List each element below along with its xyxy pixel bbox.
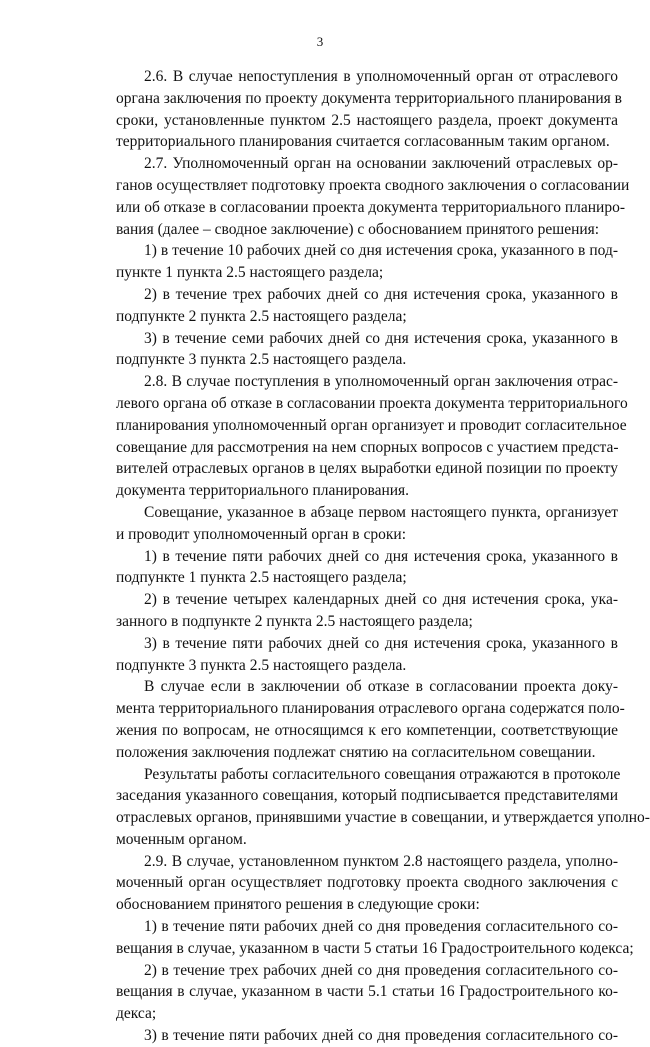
text-line: вещания в случае, указанном в части 5.1 статьи 16 Градостроительного ко- <box>116 983 618 1001</box>
document-text-body <box>116 66 650 1047</box>
text-line: вещания в случае, указанном в части 5 статьи 16 Градостроительного кодекса; <box>116 939 634 957</box>
text-line: подпункте 3 пункта 2.5 настоящего раздела. <box>116 351 407 369</box>
text-line: Результаты работы согласительного совещания отражаются в протоколе <box>144 765 621 783</box>
text-line: моченным органом. <box>116 830 247 848</box>
text-line: подпункте 1 пункта 2.5 настоящего раздела; <box>116 569 407 587</box>
text-line: заседания указанного совещания, который подписывается представителями <box>116 787 618 805</box>
text-line: 2.6. В случае непоступления в уполномоченный орган от отраслевого <box>144 68 618 85</box>
text-line: положения заключения подлежат снятию на согласительном совещании. <box>116 743 596 761</box>
text-line: совещание для рассмотрения на нем спорных вопросов с участием предста- <box>116 438 619 456</box>
text-line: сроки, установленные пунктом 2.5 настоящего раздела, проект документа <box>116 111 618 129</box>
text-line: 3) в течение пяти рабочих дней со дня проведения согласительного со- <box>144 1027 618 1045</box>
text-line: 1) в течение пяти рабочих дней со дня истечения срока, указанного в <box>144 547 618 565</box>
text-line: органа заключения по проекту документа территориального планирования в <box>116 89 622 107</box>
text-line: 2) в течение трех рабочих дней со дня проведения согласительного со- <box>144 961 618 979</box>
text-line: Совещание, указанное в абзаце первом настоящего пункта, организует <box>144 503 618 521</box>
text-line: моченный орган осуществляет подготовку проекта сводного заключения с <box>116 874 618 892</box>
text-line: мента территориального планирования отраслевого органа содержатся поло- <box>116 700 625 718</box>
text-line: документа территориального планирования. <box>116 482 410 500</box>
text-line: 2.9. В случае, установленном пунктом 2.8 настоящего раздела, уполно- <box>144 852 618 870</box>
text-line: 2) в течение четырех календарных дней со дня истечения срока, ука- <box>144 591 618 609</box>
text-line: 2.8. В случае поступления в уполномоченный орган заключения отрас- <box>144 373 618 391</box>
text-line: отраслевых органов, принявшими участие в совещании, и утверждается уполно- <box>116 809 650 827</box>
text-line: декса; <box>116 1005 157 1023</box>
text-line: и проводит уполномоченный орган в сроки: <box>116 525 407 543</box>
text-line: вителей отраслевых органов в целях выработки единой позиции по проекту <box>116 460 618 478</box>
text-line: левого органа об отказе в согласовании проекта документа территориального <box>116 394 628 412</box>
text-line: планирования уполномоченный орган организует и проводит согласительное <box>116 416 627 434</box>
text-line: подпункте 3 пункта 2.5 настоящего раздела. <box>116 656 407 674</box>
text-line: подпункте 2 пункта 2.5 настоящего раздела; <box>116 307 407 325</box>
text-line: вания (далее – сводное заключение) с обоснованием принятого решения: <box>116 220 600 238</box>
text-line: жения по вопросам, не относящимся к его компетенции, соответствующие <box>116 721 618 739</box>
text-line: территориального планирования считается согласованным таким органом. <box>116 133 610 151</box>
text-line: 2.7. Уполномоченный орган на основании заключений отраслевых ор- <box>144 155 618 173</box>
text-line: 3) в течение пяти рабочих дней со дня истечения срока, указанного в <box>144 634 618 652</box>
text-line: В случае если в заключении об отказе в согласовании проекта доку- <box>144 678 618 696</box>
page-number: 3 <box>316 34 324 49</box>
text-line: 2) в течение трех рабочих дней со дня истечения срока, указанного в <box>144 285 618 303</box>
text-line: или об отказе в согласовании проекта документа территориального планиро- <box>116 198 626 216</box>
text-line: 1) в течение пяти рабочих дней со дня проведения согласительного со- <box>144 918 618 936</box>
text-line: 1) в течение 10 рабочих дней со дня истечения срока, указанного в под- <box>144 242 618 260</box>
text-line: пункте 1 пункта 2.5 настоящего раздела; <box>116 264 384 282</box>
text-line: занного в подпункте 2 пункта 2.5 настоящего раздела; <box>116 612 473 630</box>
text-line: ганов осуществляет подготовку проекта сводного заключения о согласовании <box>116 176 630 194</box>
text-line: обоснованием принятого решения в следующие сроки: <box>116 896 480 914</box>
text-line: 3) в течение семи рабочих дней со дня истечения срока, указанного в <box>144 329 618 347</box>
